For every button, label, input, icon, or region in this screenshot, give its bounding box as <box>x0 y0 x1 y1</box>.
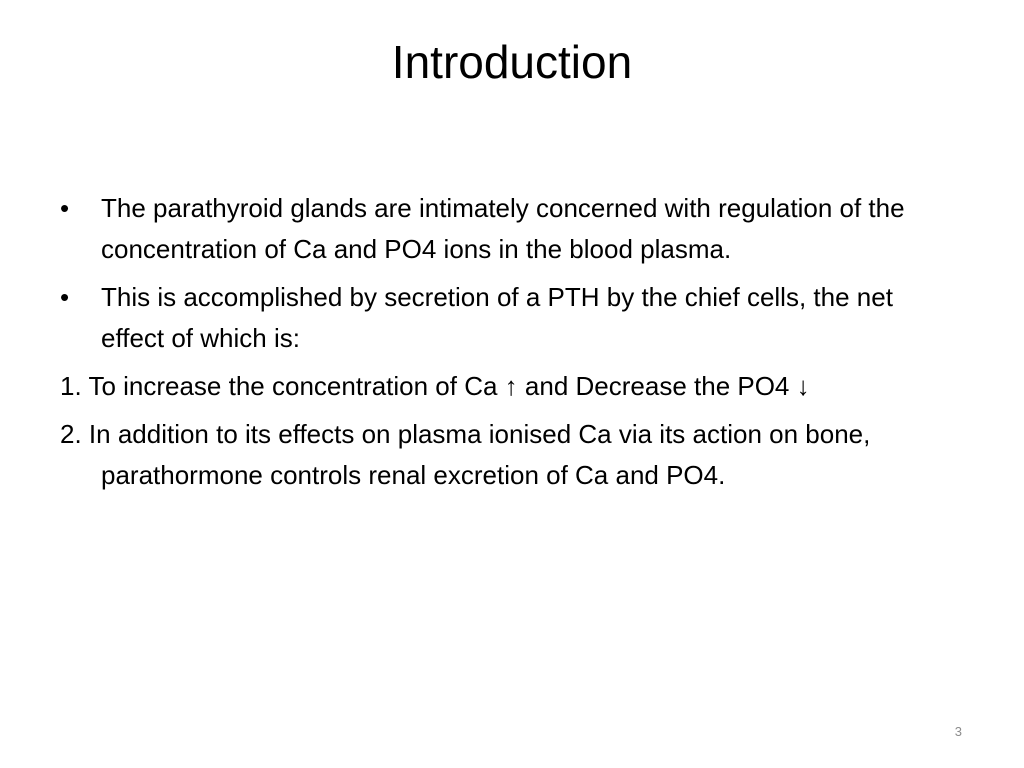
bullet-icon: • <box>60 193 70 223</box>
numbered-item: 1. To increase the concentration of Ca ↑ and Decrease the PO4 ↓ <box>60 371 810 401</box>
slide-number: 3 <box>954 724 962 739</box>
numbered-item: 2. In addition to its effects on plasma ionised Ca via its action on bone, parathormone controls renal excretion of Ca and PO4. <box>60 419 871 490</box>
slide-title: Introduction <box>391 36 633 88</box>
bullet-item <box>60 277 960 359</box>
bullet-item <box>60 188 960 270</box>
bullet-text: The parathyroid glands are intimately concerned with regulation of the concentration of Ca and PO4 ions in the blood plasma. <box>101 193 905 264</box>
bullet-text: This is accomplished by secretion of a PTH by the chief cells, the net effect of which is: <box>101 282 893 353</box>
slide-body <box>60 188 960 503</box>
bullet-icon: • <box>60 282 70 312</box>
